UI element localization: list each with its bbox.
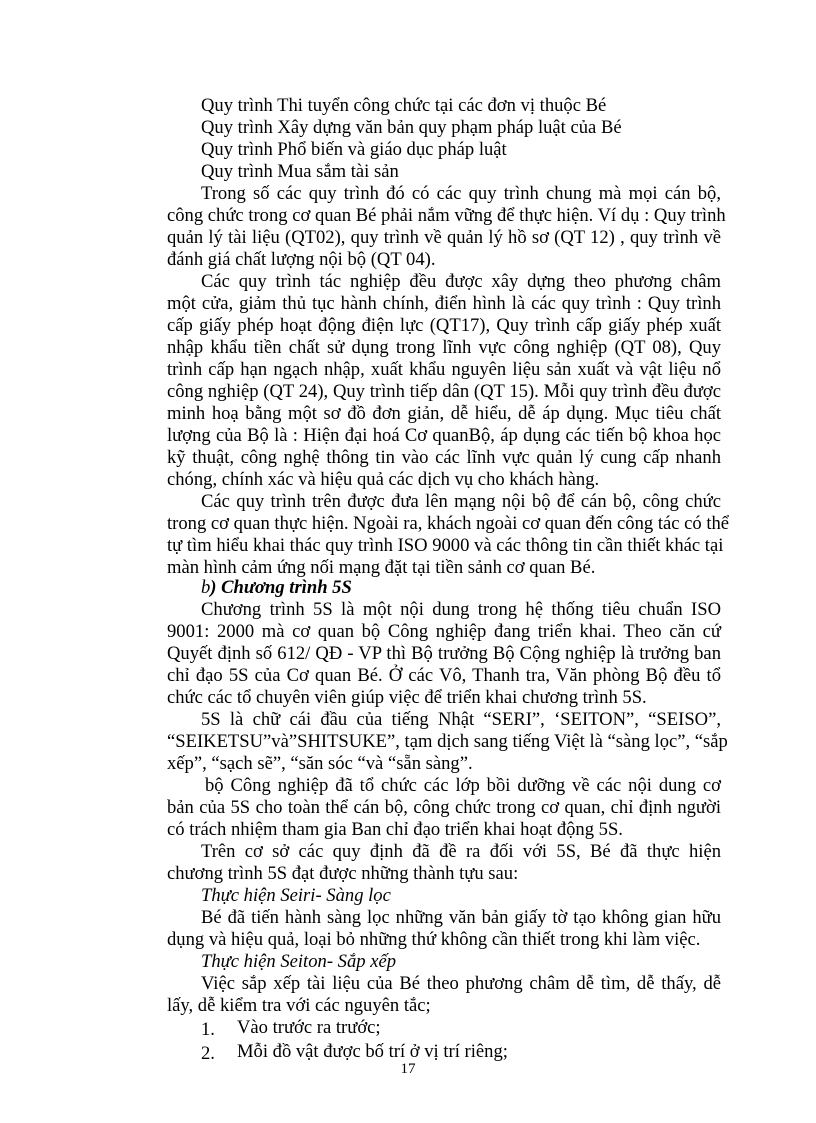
paragraph-line: trình cấp hạn ngạch nhập, xuất khẩu nguyên liệu sản xuất và vật liệu nổ [167,359,721,380]
paragraph-line: bản của 5S cho toàn thể cán bộ, công chức trong cơ quan, chỉ định người [167,797,721,818]
paragraph-line: Quyết định số 612/ QĐ - VP thì Bộ trưởng Bộ Cộng nghiệp là trưởng ban [167,643,721,664]
heading-title: ) Chương trình 5S [210,577,352,598]
paragraph-line: Chương trình 5S là một nội dung trong hệ thống tiêu chuẩn ISO [201,599,721,620]
paragraph-line: “SEIKETSU”và”SHITSUKE”, tạm dịch sang tiếng Việt là “sàng lọc”, “sắp [167,731,728,752]
subheading: Thực hiện Seiton- Sắp xếp [201,951,396,972]
list-number: 2. [201,1043,215,1064]
paragraph-line: đánh giá chất lượng nội bộ (QT 04). [167,249,436,270]
list-item: Mỗi đồ vật được bố trí ở vị trí riêng; [237,1041,508,1062]
paragraph-line: chỉ đạo 5S của Cơ quan Bé. Ở các Vô, Thanh tra, Văn phòng Bộ đều tổ [167,665,721,686]
paragraph-line: cấp giấy phép hoạt động điện lực (QT17), Quy trình cấp giấy phép xuất [167,315,721,336]
paragraph-line: Việc sắp xếp tài liệu của Bé theo phương châm dễ tìm, dễ thấy, dễ [201,973,721,994]
paragraph-line: Các quy trình trên được đưa lên mạng nội bộ để cán bộ, công chức [201,491,721,512]
list-line: Quy trình Thi tuyển công chức tại các đơn vị thuộc Bé [201,95,607,116]
paragraph-line: Các quy trình tác nghiệp đều được xây dựng theo phương châm [201,271,721,292]
paragraph-line: một cửa, giảm thủ tục hành chính, điển hình là các quy trình : Quy trình [167,293,721,314]
list-line: Quy trình Phổ biến và giáo dục pháp luật [201,139,507,160]
paragraph-line: lấy, dễ kiểm tra với các nguyên tắc; [167,995,431,1016]
paragraph-line: công chức trong cơ quan Bé phải nắm vững để thực hiện. Ví dụ : Quy trình [167,205,726,226]
heading-letter: b [201,577,211,598]
paragraph-line: nhập khẩu tiền chất sử dụng trong lĩnh vực công nghiệp (QT 08), Quy [167,337,721,358]
paragraph-line: minh hoạ bằng một sơ đồ đơn giản, dễ hiểu, dễ áp dụng. Mục tiêu chất [167,403,721,424]
paragraph-line: chóng, chính xác và hiệu quả các dịch vụ cho khách hàng. [167,469,600,490]
paragraph-line: công nghiệp (QT 24), Quy trình tiếp dân (QT 15). Mỗi quy trình đều được [167,381,721,402]
paragraph-line: bộ Công nghiệp đã tổ chức các lớp bồi dưỡng về các nội dung cơ [205,775,721,796]
paragraph-line: dụng và hiệu quả, loại bỏ những thứ không cần thiết trong khi làm việc. [167,929,701,950]
paragraph-line: chức các tổ chuyên viên giúp việc để triển khai chương trình 5S. [167,687,647,708]
list-line: Quy trình Mua sắm tài sản [201,161,399,182]
paragraph-line: chương trình 5S đạt được những thành tựu sau: [167,863,519,884]
paragraph-line: 5S là chữ cái đầu của tiếng Nhật “SERI”, ‘SEITON”, “SEISO”, [201,709,721,730]
list-item: Vào trước ra trước; [237,1017,381,1038]
section-heading [201,577,352,599]
paragraph-line: quản lý tài liệu (QT02), quy trình về quản lý hồ sơ (QT 12) , quy trình về [167,227,721,248]
paragraph-line: màn hình cảm ứng nối mạng đặt tại tiền sảnh cơ quan Bé. [167,557,596,578]
list-line: Quy trình Xây dựng văn bản quy phạm pháp luật của Bé [201,117,622,138]
paragraph-line: xếp”, “sạch sẽ”, “săn sóc “và “sẵn sàng”. [167,753,473,774]
subheading: Thực hiện Seiri- Sàng lọc [201,885,391,906]
paragraph-line: trong cơ quan thực hiện. Ngoài ra, khách ngoài cơ quan đến công tác có thể [167,513,730,534]
paragraph-line: Bé đã tiến hành sàng lọc những văn bản giấy tờ tạo không gian hữu [201,907,721,928]
page-number: 17 [400,1061,416,1077]
paragraph-line: tự tìm hiểu khai thác quy trình ISO 9000 và các thông tin cần thiết khác tại [167,535,724,556]
paragraph-line: 9001: 2000 mà cơ quan bộ Công nghiệp đang triển khai. Theo căn cứ [167,621,721,642]
paragraph-line: có trách nhiệm tham gia Ban chỉ đạo triển khai hoạt động 5S. [167,819,623,840]
list-number: 1. [201,1019,215,1040]
paragraph-line: Trong số các quy trình đó có các quy trình chung mà mọi cán bộ, [201,183,721,204]
paragraph-line: lượng của Bộ là : Hiện đại hoá Cơ quanBộ, áp dụng các tiến bộ khoa học [167,425,721,446]
paragraph-line: Trên cơ sở các quy định đã đề ra đối với 5S, Bé đã thực hiện [201,841,721,862]
paragraph-line: kỹ thuật, công nghệ thông tin vào các lĩnh vực quản lý cung cấp nhanh [167,447,721,468]
